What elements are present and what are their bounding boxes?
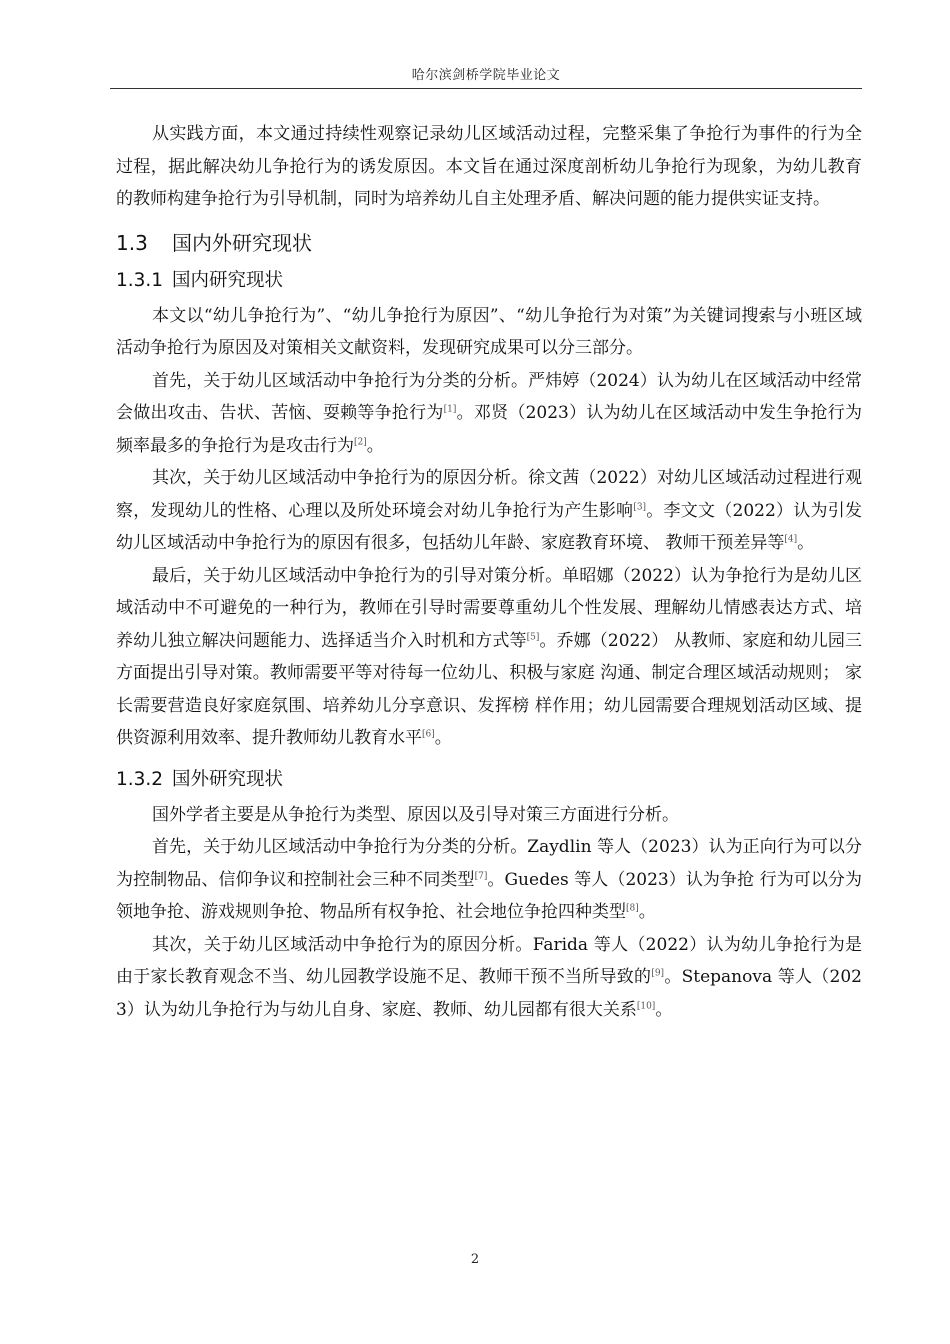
citation-ref[interactable]: [8] (626, 903, 639, 914)
page-number: 2 (470, 1252, 480, 1267)
document-body (116, 118, 862, 1026)
subsection-number: 1.3.1 (116, 269, 164, 291)
foreign-paragraph-2 (116, 831, 862, 929)
domestic-paragraph-1: 本文以“幼儿争抢行为”、“幼儿争抢行为原因”、“幼儿争抢行为对策”为关键词搜索与小班区域活动争抢行为原因及对策相关文献资料，发现研究成果可以分三部分。 (116, 305, 862, 358)
paragraph-text: 首先，关于幼儿区域活动中争抢行为分类的分析。Zaydlin 等人（2023）认为正向行为可以分为控制物品、信仰争议和控制社会三种不同类型 (116, 837, 862, 890)
citation-ref[interactable]: [7] (474, 870, 488, 881)
foreign-paragraph-3 (116, 929, 862, 1027)
subsection-number: 1.3.2 (116, 768, 164, 790)
section-heading-1-3-1 (116, 268, 862, 294)
section-title: 国内外研究现状 (172, 230, 312, 255)
paragraph-text: 。李文文（2022）认为引发幼儿区域活动中争抢行为的原因有很多，包括幼儿年龄、家庭教育环境、 教师干预差异等 (116, 500, 863, 553)
subsection-title: 国外研究现状 (172, 768, 284, 790)
header-divider (110, 88, 862, 89)
subsection-title: 国内研究现状 (172, 269, 284, 291)
paragraph-text: 首先，关于幼儿区域活动中争抢行为分类的分析。严炜婷（2024）认为幼儿在区域活动中经常会做出攻击、告状、苦恼、耍赖等争抢行为 (116, 370, 862, 423)
paragraph-text: 其次，关于幼儿区域活动中争抢行为的原因分析。Farida 等人（2022）认为幼儿争抢行为是由于家长教育观念不当、幼儿园教学设施不足、教师干预不当所导致的 (116, 934, 862, 987)
domestic-paragraph-2 (116, 365, 862, 463)
citation-ref[interactable]: [1] (443, 404, 457, 415)
section-number: 1.3 (116, 230, 148, 255)
citation-ref[interactable]: [4] (784, 534, 798, 545)
page-header: 哈尔滨剑桥学院毕业论文 (411, 68, 561, 83)
citation-ref[interactable]: [3] (633, 501, 647, 512)
citation-ref[interactable]: [6] (422, 729, 435, 740)
paragraph-text: 。 (366, 435, 384, 456)
paragraph-text: 。 (655, 999, 673, 1020)
section-heading-1-3-2 (116, 767, 862, 793)
section-heading-1-3 (116, 230, 862, 256)
paragraph-text: 。 (638, 902, 656, 922)
paragraph-text: 。Stepanova 等人（2023）认为幼儿争抢行为与幼儿自身、家庭、教师、幼儿园都有很大关系 (116, 967, 862, 1020)
paragraph-text: 。Guedes 等人（2023）认为争抢 行为可以分为领地争抢、游戏规则争抢、物品所有权争抢、社会地位争抢四种类型 (116, 869, 863, 922)
paragraph-text: 。 (797, 533, 815, 553)
paragraph-text: 。 (434, 728, 452, 748)
citation-ref[interactable]: [5] (526, 631, 540, 642)
paragraph-text: 。邓贤（2023）认为幼儿在区域活动中发生争抢行为频率最多的争抢行为是攻击行为 (116, 403, 863, 456)
paragraph-text: 最后，关于幼儿区域活动中争抢行为的引导对策分析。单昭娜（2022）认为争抢行为是幼儿区域活动中不可避免的一种行为，教师在引导时需要尊重幼儿个性发展、理解幼儿情感表达方式、培养幼儿独立解决问题能力、选择适当介入时机和方式等 (116, 565, 862, 651)
citation-ref[interactable]: [2] (354, 436, 367, 447)
paragraph-text: 其次，关于幼儿区域活动中争抢行为的原因分析。徐文茜（2022）对幼儿区域活动过程进行观察，发现幼儿的性格、心理以及所处环境会对幼儿争抢行为产生影响 (116, 468, 862, 521)
foreign-paragraph-1: 国外学者主要是从争抢行为类型、原因以及引导对策三方面进行分析。 (152, 804, 679, 825)
citation-ref[interactable]: [9] (651, 968, 665, 979)
domestic-paragraph-4 (116, 560, 862, 755)
citation-ref[interactable]: [10] (636, 1000, 656, 1011)
domestic-paragraph-3 (116, 462, 862, 560)
paragraph-text: 。乔娜（2022） 从教师、家庭和幼儿园三方面提出引导对策。教师需要平等对待每一位幼儿、积极与家庭 沟通、制定合理区域活动规则； 家长需要营造良好家庭氛围、培养幼儿分享意识、发挥榜 样作用；幼儿园需要合理规划活动区域、提供资源利用效率、提升教师幼儿教育水平 (116, 630, 863, 748)
intro-paragraph: 从实践方面，本文通过持续性观察记录幼儿区域活动过程，完整采集了争抢行为事件的行为全过程，据此解决幼儿争抢行为的诱发原因。本文旨在通过深度剖析幼儿争抢行为现象，为幼儿教育的教师构建争抢行为引导机制，同时为培养幼儿自主处理矛盾、解决问题的能力提供实证支持。 (116, 124, 862, 209)
